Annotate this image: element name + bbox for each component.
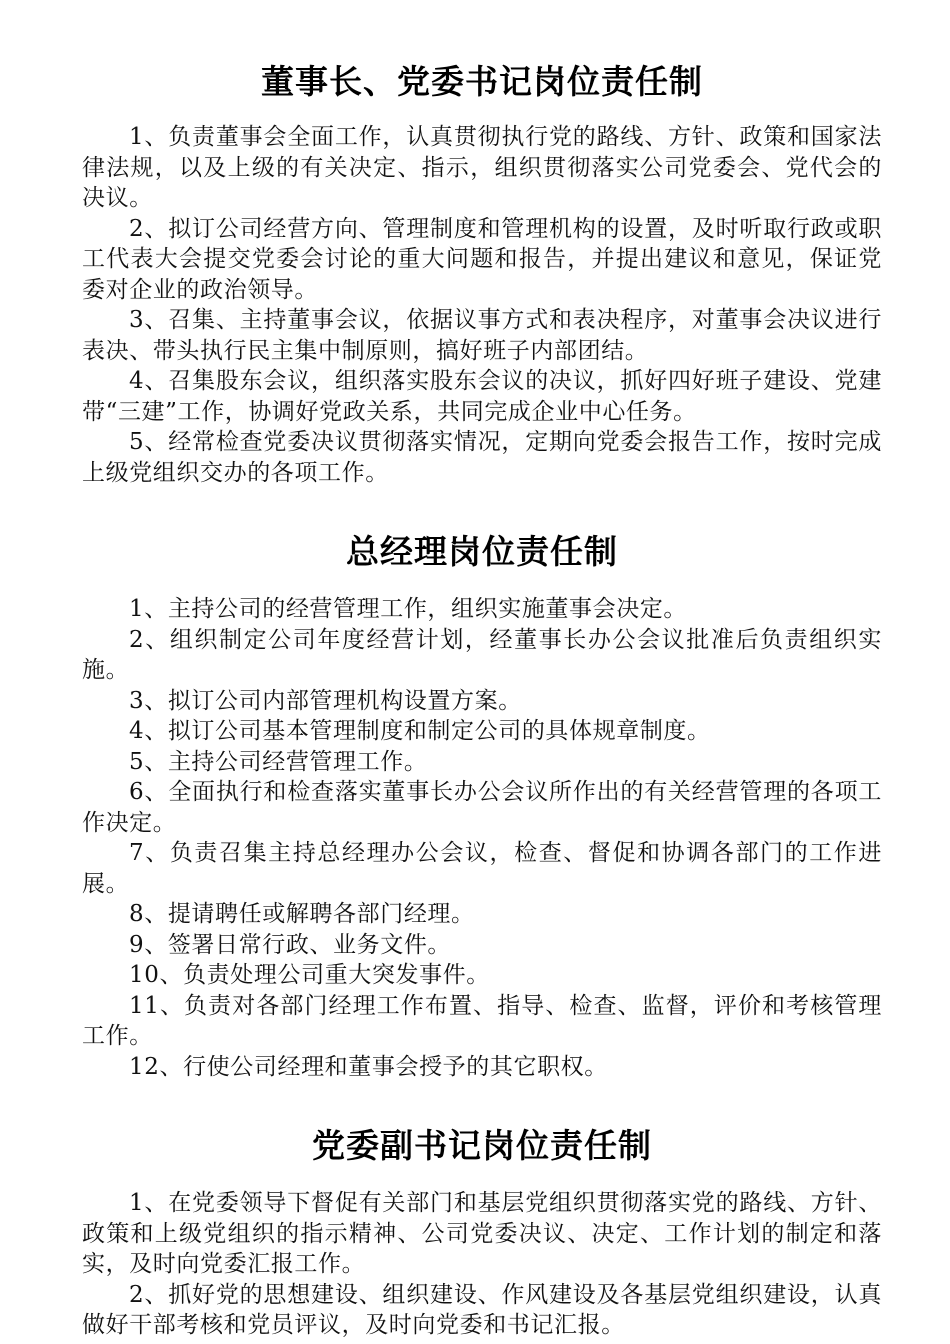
section-chairman-party-secretary [82,52,882,488]
duty-item: 1、主持公司的经营管理工作，组织实施董事会决定。 [129,596,688,622]
duty-item: 2、拟订公司经营方向、管理制度和管理机构的设置，及时听取行政或职工代表大会提交党委会讨论的重大问题和报告，并提出建议和意见，保证党委对企业的政治领导。 [82,215,882,303]
duty-item: 6、全面执行和检查落实董事长办公会议所作出的有关经营管理的各项工作决定。 [82,779,882,836]
section-body [82,1188,882,1341]
duty-item: 8、提请聘任或解聘各部门经理。 [129,901,475,927]
section-body [82,594,882,1082]
section-title: 总经理岗位责任制 [346,532,618,571]
duty-item: 2、组织制定公司年度经营计划，经董事长办公会议批准后负责组织实施。 [82,626,882,683]
duty-item: 10、负责处理公司重大突发事件。 [129,962,490,988]
duty-item: 4、召集股东会议，组织落实股东会议的决议，抓好四好班子建设、党建带“三建”工作，协调好党政关系，共同完成企业中心任务。 [82,368,882,425]
duty-item: 3、召集、主持董事会议，依据议事方式和表决程序，对董事会决议进行表决、带头执行民主集中制原则，搞好班子内部团结。 [82,307,882,364]
duty-item: 11、负责对各部门经理工作布置、指导、检查、监督，评价和考核管理工作。 [82,992,882,1049]
section-title: 董事长、党委书记岗位责任制 [261,62,703,101]
duty-item: 1、负责董事会全面工作，认真贯彻执行党的路线、方针、政策和国家法律法规，以及上级的有关决定、指示，组织贯彻落实公司党委会、党代会的决议。 [82,124,882,211]
section-general-manager [82,522,882,1082]
duty-item: 3、拟订公司内部管理机构设置方案。 [129,687,522,714]
duty-item: 12、行使公司经理和董事会授予的其它职权。 [129,1053,608,1080]
duty-item: 1、在党委领导下督促有关部门和基层党组织贯彻落实党的路线、方针、政策和上级党组织的指示精神、公司党委决议、决定、工作计划的制定和落实，及时向党委汇报工作。 [82,1190,882,1277]
document-page [82,52,882,1341]
section-title: 党委副书记岗位责任制 [312,1126,652,1165]
duty-item: 5、经常检查党委决议贯彻落实情况，定期向党委会报告工作，按时完成上级党组织交办的各项工作。 [82,429,882,486]
section-body [82,122,882,488]
section-deputy-party-secretary [82,1116,882,1341]
duty-item: 7、负责召集主持总经理办公会议，检查、督促和协调各部门的工作进展。 [82,840,882,897]
duty-item: 9、签署日常行政、业务文件。 [129,931,452,958]
duty-item: 4、拟订公司基本管理制度和制定公司的具体规章制度。 [129,718,711,744]
duty-item: 5、主持公司经营管理工作。 [129,748,428,775]
duty-item: 2、抓好党的思想建设、组织建设、作风建设及各基层党组织建设，认真做好干部考核和党员评议，及时向党委和书记汇报。 [82,1281,882,1338]
